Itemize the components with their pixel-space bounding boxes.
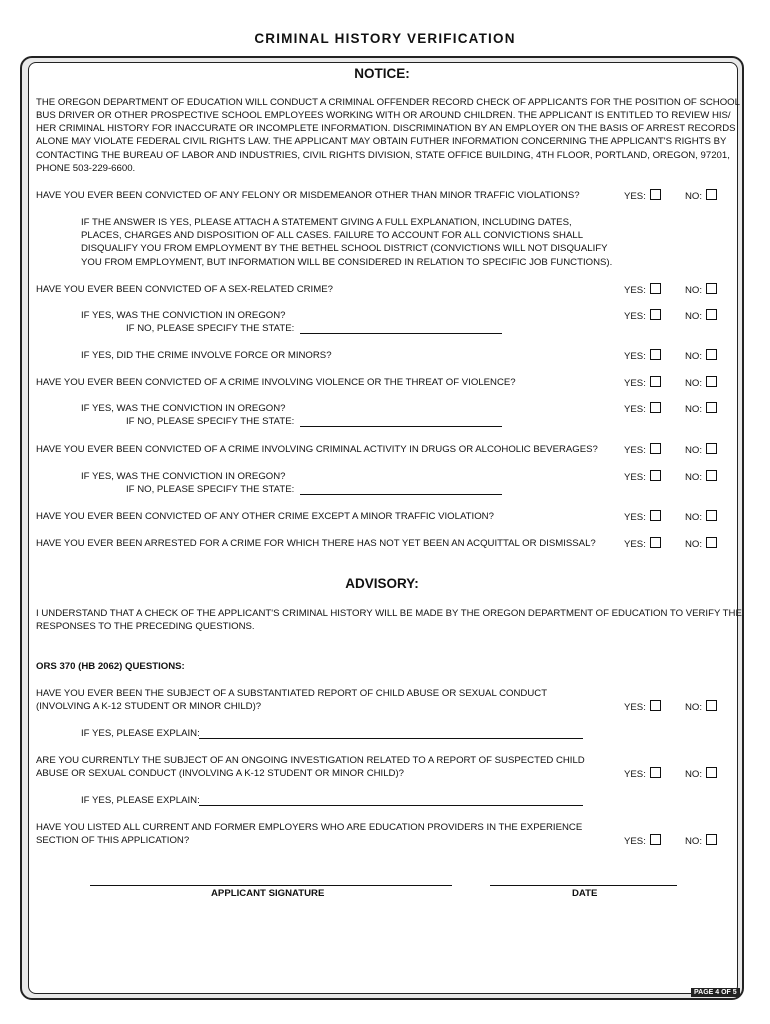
yes-option: YES: bbox=[624, 402, 661, 415]
no-option: NO: bbox=[685, 283, 717, 296]
yes-option: YES: bbox=[624, 834, 661, 847]
explain-label: IF YES, PLEASE EXPLAIN: bbox=[81, 795, 200, 806]
no-option: NO: bbox=[685, 767, 717, 780]
no-option: NO: bbox=[685, 700, 717, 713]
yes-checkbox[interactable] bbox=[650, 309, 661, 320]
no-checkbox[interactable] bbox=[706, 402, 717, 413]
no-option: NO: bbox=[685, 470, 717, 483]
yes-option: YES: bbox=[624, 700, 661, 713]
yes-checkbox[interactable] bbox=[650, 700, 661, 711]
yes-checkbox[interactable] bbox=[650, 376, 661, 387]
state-field[interactable] bbox=[300, 333, 502, 334]
state-field[interactable] bbox=[300, 426, 502, 427]
yes-checkbox[interactable] bbox=[650, 189, 661, 200]
explain-field[interactable] bbox=[199, 738, 583, 739]
no-checkbox[interactable] bbox=[706, 376, 717, 387]
yes-checkbox[interactable] bbox=[650, 537, 661, 548]
no-checkbox[interactable] bbox=[706, 309, 717, 320]
no-checkbox[interactable] bbox=[706, 349, 717, 360]
yes-option: YES: bbox=[624, 309, 661, 322]
yes-checkbox[interactable] bbox=[650, 402, 661, 413]
no-checkbox[interactable] bbox=[706, 767, 717, 778]
no-checkbox[interactable] bbox=[706, 537, 717, 548]
yes-option: YES: bbox=[624, 443, 661, 456]
oregon-question: IF YES, WAS THE CONVICTION IN OREGON? bbox=[81, 310, 286, 321]
date-field[interactable] bbox=[490, 885, 677, 886]
question-sex-crime: HAVE YOU EVER BEEN CONVICTED OF A SEX-RELATED CRIME? bbox=[36, 284, 333, 295]
yes-checkbox[interactable] bbox=[650, 470, 661, 481]
state-field[interactable] bbox=[300, 494, 502, 495]
yes-checkbox[interactable] bbox=[650, 834, 661, 845]
no-option: NO: bbox=[685, 510, 717, 523]
yes-option: YES: bbox=[624, 510, 661, 523]
no-checkbox[interactable] bbox=[706, 834, 717, 845]
notice-heading: NOTICE: bbox=[354, 66, 410, 81]
yes-option: YES: bbox=[624, 470, 661, 483]
page-number-badge: PAGE 4 OF 5 bbox=[691, 988, 740, 997]
date-label: DATE bbox=[572, 888, 598, 899]
yes-checkbox[interactable] bbox=[650, 283, 661, 294]
question-arrested: HAVE YOU EVER BEEN ARRESTED FOR A CRIME FOR WHICH THERE HAS NOT YET BEEN AN ACQUITTAL OR DISMISSAL? bbox=[36, 538, 596, 549]
no-checkbox[interactable] bbox=[706, 470, 717, 481]
yes-option: YES: bbox=[624, 349, 661, 362]
question-felony: HAVE YOU EVER BEEN CONVICTED OF ANY FELONY OR MISDEMEANOR OTHER THAN MINOR TRAFFIC VIOLATIONS? bbox=[36, 190, 580, 201]
question-other-crime: HAVE YOU EVER BEEN CONVICTED OF ANY OTHER CRIME EXCEPT A MINOR TRAFFIC VIOLATION? bbox=[36, 511, 494, 522]
no-checkbox[interactable] bbox=[706, 283, 717, 294]
no-option: NO: bbox=[685, 376, 717, 389]
advisory-heading: ADVISORY: bbox=[345, 576, 419, 591]
explain-field[interactable] bbox=[199, 805, 583, 806]
yes-option: YES: bbox=[624, 189, 661, 202]
yes-option: YES: bbox=[624, 767, 661, 780]
yes-checkbox[interactable] bbox=[650, 510, 661, 521]
yes-checkbox[interactable] bbox=[650, 767, 661, 778]
no-option: NO: bbox=[685, 189, 717, 202]
no-checkbox[interactable] bbox=[706, 510, 717, 521]
yes-option: YES: bbox=[624, 537, 661, 550]
no-checkbox[interactable] bbox=[706, 700, 717, 711]
state-label: IF NO, PLEASE SPECIFY THE STATE: bbox=[126, 416, 295, 427]
page-title: CRIMINAL HISTORY VERIFICATION bbox=[254, 31, 516, 46]
question-violence: HAVE YOU EVER BEEN CONVICTED OF A CRIME INVOLVING VIOLENCE OR THE THREAT OF VIOLENCE? bbox=[36, 377, 516, 388]
force-question: IF YES, DID THE CRIME INVOLVE FORCE OR MINORS? bbox=[81, 350, 332, 361]
state-label: IF NO, PLEASE SPECIFY THE STATE: bbox=[126, 484, 295, 495]
oregon-question: IF YES, WAS THE CONVICTION IN OREGON? bbox=[81, 471, 286, 482]
no-option: NO: bbox=[685, 402, 717, 415]
question-drugs-alcohol: HAVE YOU EVER BEEN CONVICTED OF A CRIME INVOLVING CRIMINAL ACTIVITY IN DRUGS OR ALCOHOLIC BEVERAGES? bbox=[36, 444, 598, 455]
no-checkbox[interactable] bbox=[706, 189, 717, 200]
yes-option: YES: bbox=[624, 283, 661, 296]
state-label: IF NO, PLEASE SPECIFY THE STATE: bbox=[126, 323, 295, 334]
no-checkbox[interactable] bbox=[706, 443, 717, 454]
no-option: NO: bbox=[685, 349, 717, 362]
yes-option: YES: bbox=[624, 376, 661, 389]
ors-heading: ORS 370 (HB 2062) QUESTIONS: bbox=[36, 661, 185, 672]
signature-field[interactable] bbox=[90, 885, 452, 886]
no-option: NO: bbox=[685, 537, 717, 550]
no-option: NO: bbox=[685, 309, 717, 322]
signature-label: APPLICANT SIGNATURE bbox=[211, 888, 325, 899]
no-option: NO: bbox=[685, 443, 717, 456]
oregon-question: IF YES, WAS THE CONVICTION IN OREGON? bbox=[81, 403, 286, 414]
yes-checkbox[interactable] bbox=[650, 443, 661, 454]
no-option: NO: bbox=[685, 834, 717, 847]
yes-checkbox[interactable] bbox=[650, 349, 661, 360]
explain-label: IF YES, PLEASE EXPLAIN: bbox=[81, 728, 200, 739]
